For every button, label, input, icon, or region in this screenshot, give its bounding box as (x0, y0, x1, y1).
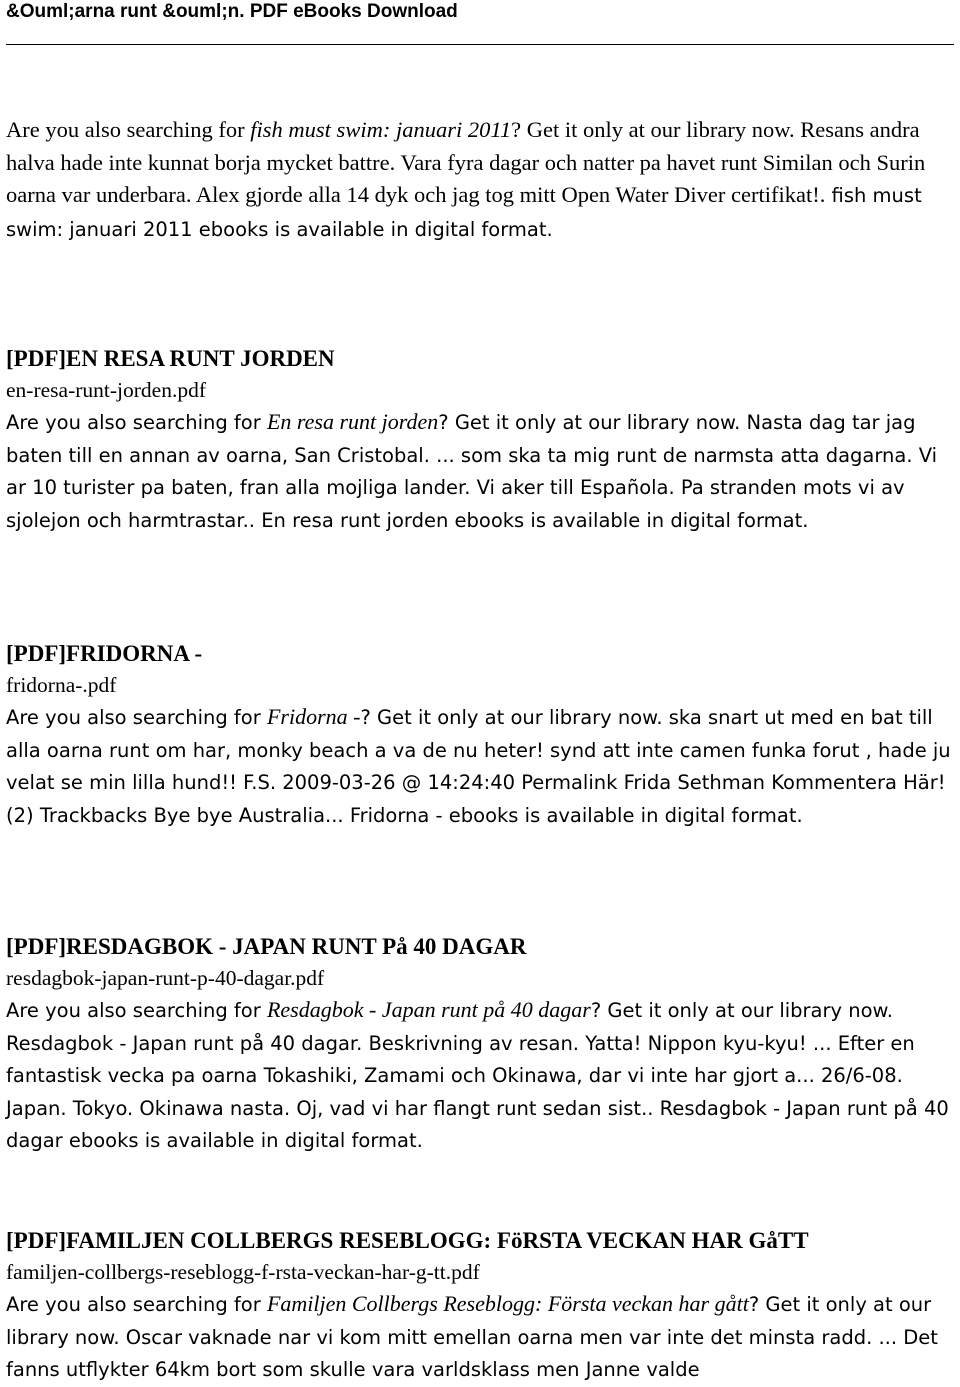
entry-title[interactable]: [PDF]FAMILJEN COLLBERGS RESEBLOGG: FöRSTA VECKAN HAR GåTT (6, 1228, 809, 1253)
intro-paragraph (6, 114, 951, 246)
entry-description (6, 994, 951, 1158)
entry-body: ? Get it only at our library now. Nasta dag tar jag baten till en annan av oarna, San Cristobal. ... som ska ta mig runt de narmsta atta dagarna. Vi ar 10 turister pa baten, fran alla mojliga lander. Vi aker till Española. Pa stranden mots vi av sjolejon och harmtrastar.. En resa runt jorden ebooks is available in digital format. (6, 411, 938, 532)
entry-prefix: Are you also searching for (6, 999, 267, 1022)
intro-availability: fish must swim: januari 2011 ebooks is available in digital format. (6, 184, 922, 241)
entry-prefix: Are you also searching for (6, 1293, 267, 1316)
entry-filename[interactable]: fridorna-.pdf (6, 673, 117, 697)
entry-body: ? Get it only at our library now. Resdagbok - Japan runt på 40 dagar. Beskrivning av resan. Yatta! Nippon kyu-kyu! ... Efter en fantastisk vecka pa oarna Tokashiki, Zamami och Okinawa, dar vi inte har gjort a... 26/6-08. Japan. Tokyo. Okinawa nasta. Oj, vad vi har flangt runt sedan sist.. Resdagbok - Japan runt på 40 dagar ebooks is available in digital format. (6, 999, 949, 1152)
entry-book-title: Fridorna - (266, 704, 361, 729)
entry-filename[interactable]: familjen-collbergs-reseblogg-f-rsta-veckan-har-g-tt.pdf (6, 1260, 480, 1284)
entry-filename[interactable]: en-resa-runt-jorden.pdf (6, 378, 206, 402)
intro-book-title: fish must swim: januari 2011 (250, 117, 512, 142)
ebook-entry-fridorna (6, 637, 951, 832)
intro-prefix: Are you also searching for (6, 117, 251, 142)
ebook-entry-resdagbok (6, 930, 951, 1158)
entry-book-title: Resdagbok - Japan runt på 40 dagar (266, 997, 591, 1022)
entry-prefix: Are you also searching for (6, 706, 267, 729)
entry-title[interactable]: [PDF]RESDAGBOK - JAPAN RUNT På 40 DAGAR (6, 934, 527, 959)
ebook-entry-en-resa-runt-jorden (6, 342, 951, 537)
page-title: &Ouml;arna runt &ouml;n. PDF eBooks Download (6, 1, 458, 22)
entry-book-title: En resa runt jorden (266, 409, 439, 434)
entry-filename[interactable]: resdagbok-japan-runt-p-40-dagar.pdf (6, 966, 325, 990)
entry-book-title: Familjen Collbergs Reseblogg: Första veckan har gått (266, 1291, 749, 1316)
intro-body: ? Get it only at our library now. Resans andra halva hade inte kunnat borja mycket battre. Vara fyra dagar och natter pa havet runt Similan och Surin oarna var underbara. Alex gjorde alla 14 dyk och jag tog mitt Open Water Diver certifikat!. (6, 117, 926, 207)
page-header (6, 0, 954, 30)
entry-description (6, 1288, 951, 1387)
header-divider (6, 44, 954, 45)
entry-body: ? Get it only at our library now. Oscar vaknade nar vi kom mitt emellan oarna men var inte det minsta radd. ... Det fanns utflykter 64km bort som skulle vara varldsklass men Janne valde (6, 1293, 938, 1381)
entry-description (6, 406, 951, 537)
entry-prefix: Are you also searching for (6, 411, 267, 434)
ebook-entry-familjen-collbergs (6, 1224, 951, 1387)
entry-description (6, 701, 951, 832)
entry-title[interactable]: [PDF]FRIDORNA - (6, 641, 203, 666)
entry-title[interactable]: [PDF]EN RESA RUNT JORDEN (6, 346, 335, 371)
entry-body: ? Get it only at our library now. ska snart ut med en bat till alla oarna runt om har, monky beach a va de nu heter! synd att inte camen funka forut , hade ju velat se min lilla hund!! F.S. 2009-03-26 @ 14:24:40 Permalink Frida Sethman Kommentera Här! (2) Trackbacks Bye bye Australia... Fridorna - ebooks is available in digital format. (6, 706, 951, 827)
